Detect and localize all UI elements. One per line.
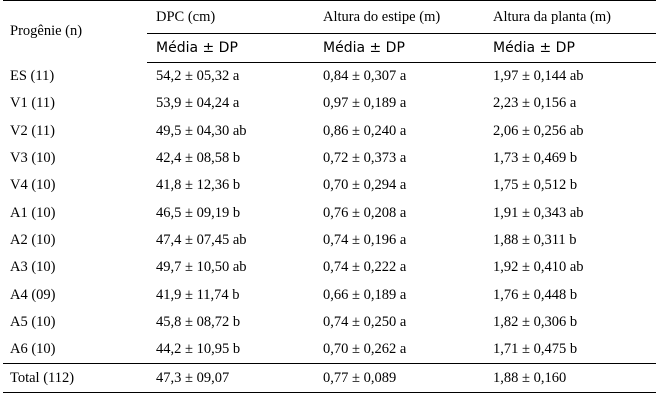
progenie-cell: V3 (10) xyxy=(10,150,56,167)
dpc-cell: 46,5 ± 09,19 b xyxy=(156,204,241,221)
progenie-cell: V1 (11) xyxy=(10,95,55,112)
altura-estipe-cell: 0,74 ± 0,196 a xyxy=(323,231,407,248)
altura-planta-cell: 1,76 ± 0,448 b xyxy=(493,286,578,303)
progenie-cell: V2 (11) xyxy=(10,122,55,139)
altura-planta-cell: 1,88 ± 0,311 b xyxy=(493,231,577,248)
dpc-cell: 42,4 ± 08,58 b xyxy=(156,150,241,167)
altura-planta-cell: 1,91 ± 0,343 ab xyxy=(493,204,584,221)
dpc-cell: 45,8 ± 08,72 b xyxy=(156,313,241,330)
table-row xyxy=(3,63,656,91)
data-table xyxy=(3,0,656,393)
progenie-cell: ES (11) xyxy=(10,67,55,84)
dpc-cell: 54,2 ± 05,32 a xyxy=(156,68,240,85)
dpc-cell: 49,7 ± 10,50 ab xyxy=(156,259,247,276)
header-dpc: DPC (cm) xyxy=(147,1,318,34)
header-row xyxy=(3,1,656,34)
table-row xyxy=(3,227,656,254)
total-label: Total (112) xyxy=(3,364,147,393)
table-row xyxy=(3,281,656,308)
progenie-cell: A2 (10) xyxy=(10,231,56,248)
dpc-cell: 49,5 ± 04,30 ab xyxy=(156,122,247,139)
altura-planta-cell: 2,06 ± 0,256 ab xyxy=(493,122,584,139)
header-progenie: Progênie (n) xyxy=(3,1,147,63)
table-row xyxy=(3,199,656,226)
altura-estipe-cell: 0,72 ± 0,373 a xyxy=(323,150,407,167)
table-row xyxy=(3,254,656,281)
dpc-cell: 44,2 ± 10,95 b xyxy=(156,341,241,358)
subheader-dpc: Média ± DP xyxy=(147,34,318,63)
altura-planta-cell: 2,23 ± 0,156 a xyxy=(493,95,577,112)
altura-estipe-cell: 0,84 ± 0,307 a xyxy=(323,68,407,85)
progenie-cell: V4 (10) xyxy=(10,177,56,194)
progenie-cell: A1 (10) xyxy=(10,204,56,221)
table-row xyxy=(3,90,656,117)
dpc-cell: 41,8 ± 12,36 b xyxy=(156,177,241,194)
altura-planta-cell: 1,71 ± 0,475 b xyxy=(493,341,578,358)
altura-estipe-cell: 0,74 ± 0,222 a xyxy=(323,259,407,276)
total-altura-estipe: 0,77 ± 0,089 xyxy=(318,364,488,393)
table-row xyxy=(3,172,656,199)
progenie-cell: A6 (10) xyxy=(10,341,56,358)
table-row xyxy=(3,145,656,172)
header-altura-estipe: Altura do estipe (m) xyxy=(318,1,488,34)
altura-estipe-cell: 0,70 ± 0,262 a xyxy=(323,341,407,358)
header-altura-planta: Altura da planta (m) xyxy=(488,1,656,34)
subheader-altura-estipe: Média ± DP xyxy=(318,34,488,63)
table-row xyxy=(3,309,656,336)
subheader-altura-planta: Média ± DP xyxy=(488,34,656,63)
altura-planta-cell: 1,92 ± 0,410 ab xyxy=(493,259,584,276)
altura-planta-cell: 1,73 ± 0,469 b xyxy=(493,150,578,167)
progenie-cell: A3 (10) xyxy=(10,259,56,276)
total-row xyxy=(3,364,656,393)
progenie-cell: A5 (10) xyxy=(10,313,56,330)
altura-planta-cell: 1,75 ± 0,512 b xyxy=(493,177,578,194)
altura-estipe-cell: 0,86 ± 0,240 a xyxy=(323,122,407,139)
altura-estipe-cell: 0,70 ± 0,294 a xyxy=(323,177,407,194)
dpc-cell: 53,9 ± 04,24 a xyxy=(156,95,240,112)
altura-estipe-cell: 0,76 ± 0,208 a xyxy=(323,204,407,221)
altura-estipe-cell: 0,66 ± 0,189 a xyxy=(323,286,407,303)
progenie-cell: A4 (09) xyxy=(10,286,56,303)
dpc-cell: 41,9 ± 11,74 b xyxy=(156,286,240,303)
total-dpc: 47,3 ± 09,07 xyxy=(147,364,318,393)
altura-estipe-cell: 0,74 ± 0,250 a xyxy=(323,313,407,330)
total-altura-planta: 1,88 ± 0,160 xyxy=(488,364,656,393)
altura-estipe-cell: 0,97 ± 0,189 a xyxy=(323,95,407,112)
table-row xyxy=(3,336,656,364)
altura-planta-cell: 1,82 ± 0,306 b xyxy=(493,313,578,330)
table-row xyxy=(3,118,656,145)
altura-planta-cell: 1,97 ± 0,144 ab xyxy=(493,68,584,85)
dpc-cell: 47,4 ± 07,45 ab xyxy=(156,231,247,248)
